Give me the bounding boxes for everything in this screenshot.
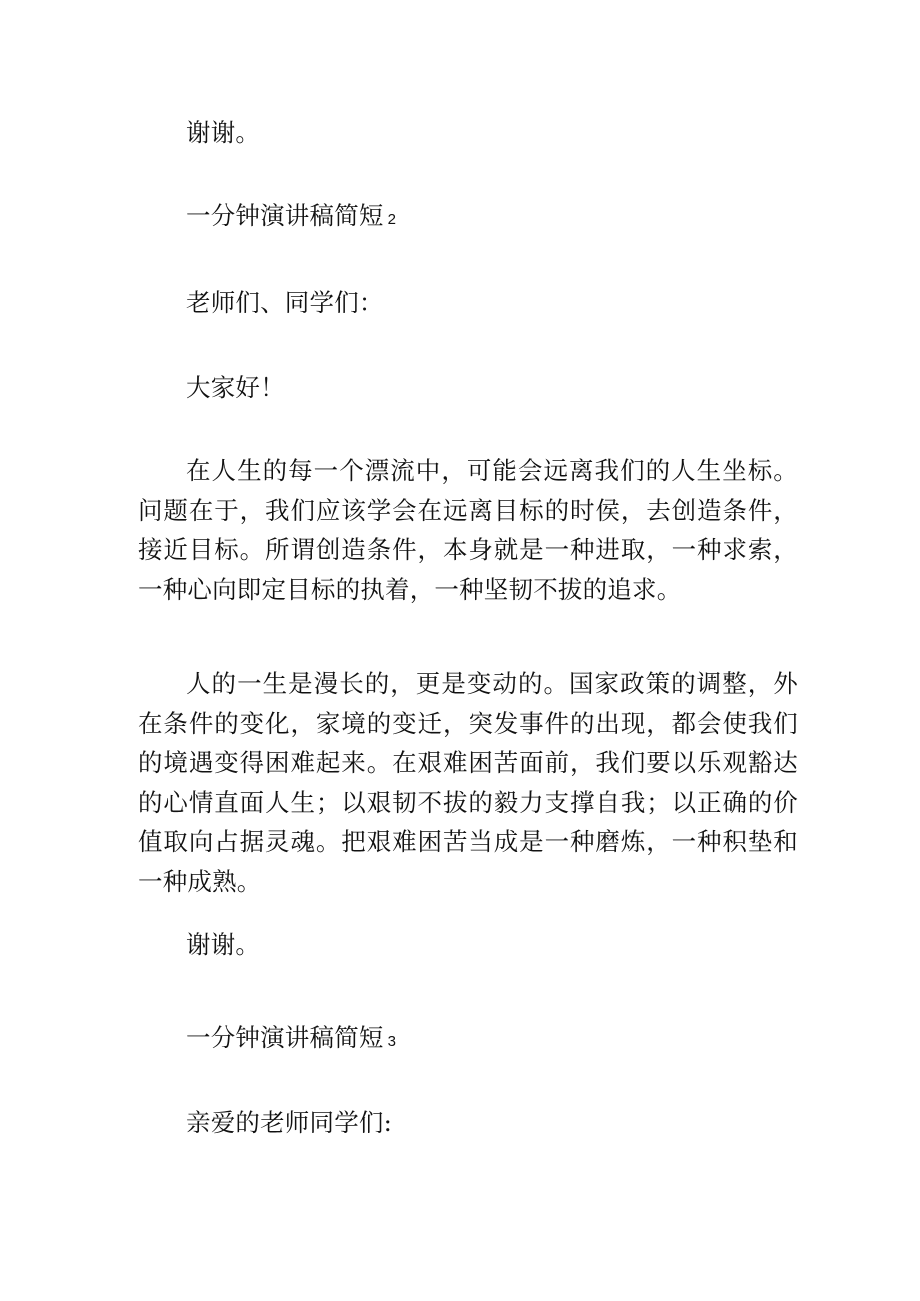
closing-thanks: 谢谢。 — [186, 930, 261, 959]
body-paragraph: 在人生的每一个漂流中，可能会远离我们的人生坐标。问题在于，我们应该学会在远离目标的时侯，去创造条件，接近目标。所谓创造条件，本身就是一种进取，一种求索，一种心向即定目标的执着，一种坚韧不拔的追求。 — [138, 456, 798, 604]
section-heading-text: 一分钟演讲稿简短 — [186, 201, 384, 230]
section-heading-number: 3 — [387, 1033, 397, 1050]
salutation: 老师们、同学们： — [186, 288, 384, 317]
salutation: 亲爱的老师同学们: — [186, 1108, 393, 1137]
body-paragraph: 人的一生是漫长的，更是变动的。国家政策的调整，外在条件的变化，家境的变迁，突发事件的出现，都会使我们的境遇变得困难起来。在艰难困苦面前，我们要以乐观豁达的心情直面人生；以艰韧不拔的毅力支撑自我；以正确的价值取向占据灵魂。把艰难困苦当成是一种磨炼，一种积垫和一种成熟。 — [138, 669, 798, 896]
section-heading-3 — [186, 1023, 396, 1057]
section-heading-number: 2 — [387, 211, 397, 228]
section-heading-text: 一分钟演讲稿简短 — [186, 1023, 384, 1052]
section-heading-2 — [186, 201, 396, 235]
closing-thanks: 谢谢。 — [186, 118, 261, 147]
greeting-line: 大家好！ — [186, 373, 285, 402]
